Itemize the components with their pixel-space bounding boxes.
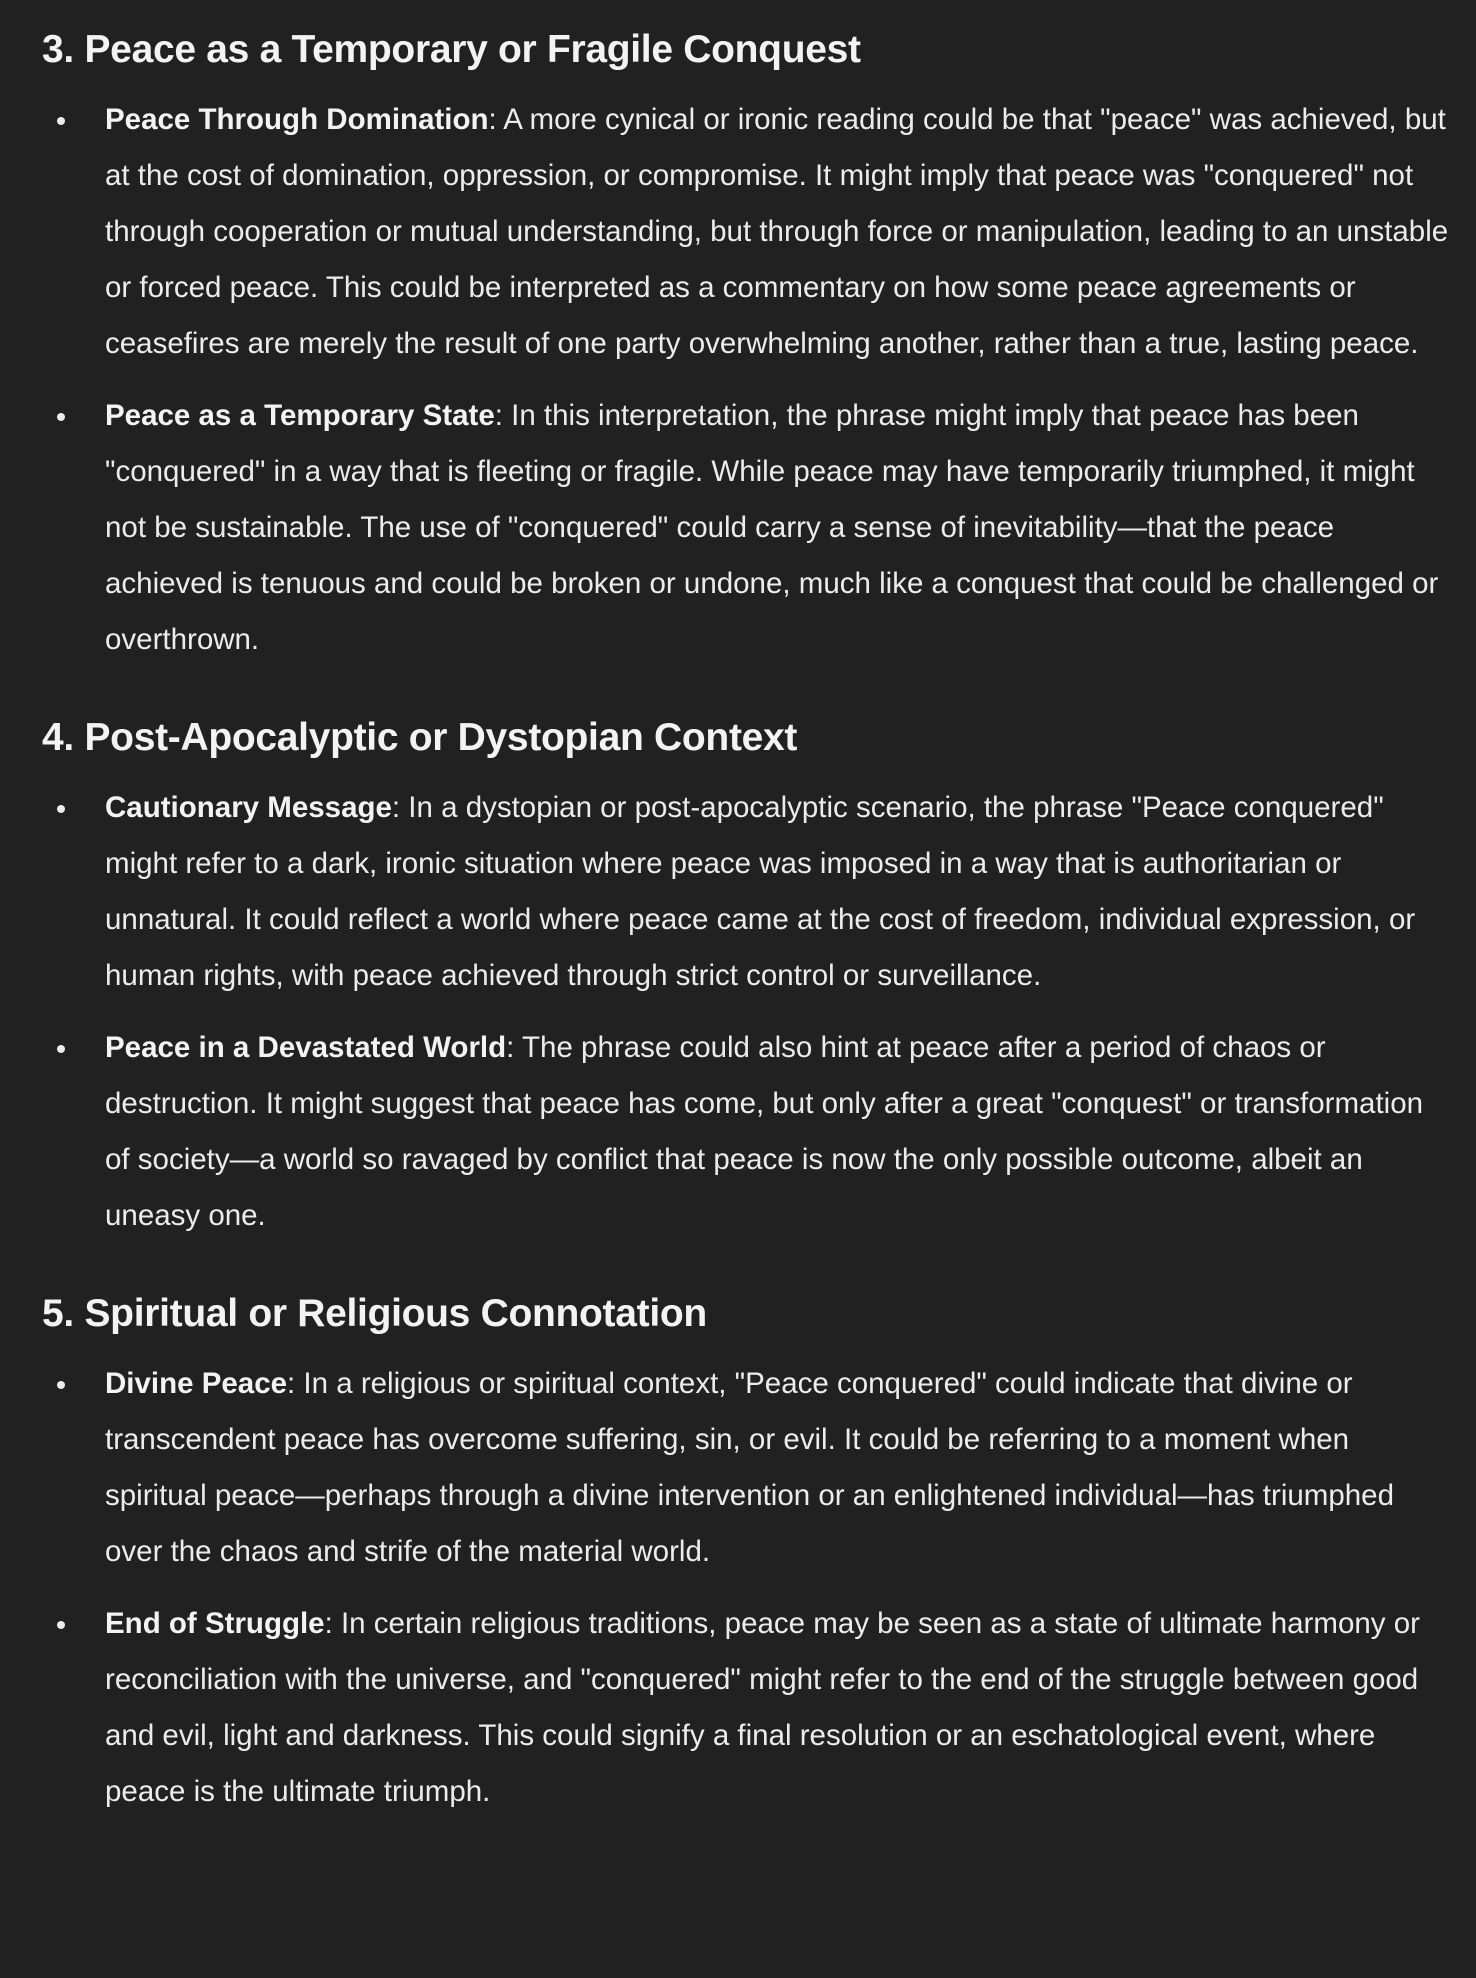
- section-heading: 5. Spiritual or Religious Connotation: [42, 1292, 707, 1335]
- item-text: : In a religious or spiritual context, "Peace conquered" could indicate that divine or transcendent peace has overcome suffering, sin, or evil. It could be referring to a moment when spiritual peace—perhaps through a divine intervention or an enlightened individual—has triumphed over the chaos and strife of the material world.: [105, 1367, 1394, 1568]
- bullet-dot-icon: [57, 1045, 65, 1053]
- section-spiritual-religious: [42, 1286, 1452, 1820]
- list-item: [42, 780, 1452, 1004]
- list-item: [42, 1020, 1452, 1244]
- bullet-dot-icon: [57, 805, 65, 813]
- item-text: : In certain religious traditions, peace may be seen as a state of ultimate harmony or reconciliation with the universe, and "conquered" might refer to the end of the struggle between good and evil, light and darkness. This could signify a final resolution or an eschatological event, where peace is the ultimate triumph.: [105, 1607, 1420, 1808]
- bullet-dot-icon: [57, 1381, 65, 1389]
- item-term: Divine Peace: [105, 1367, 288, 1400]
- item-term: End of Struggle: [105, 1607, 325, 1640]
- item-text: : The phrase could also hint at peace after a period of chaos or destruction. It might suggest that peace has come, but only after a great "conquest" or transformation of society—a world so ravaged by conflict that peace is now the only possible outcome, albeit an uneasy one.: [105, 1031, 1424, 1232]
- section-temporary-fragile-conquest: [42, 22, 1452, 668]
- bullet-list: [42, 1356, 1452, 1820]
- section-heading: 3. Peace as a Temporary or Fragile Conquest: [42, 28, 861, 71]
- bullet-dot-icon: [57, 1621, 65, 1629]
- item-text: : In this interpretation, the phrase might imply that peace has been "conquered" in a way that is fleeting or fragile. While peace may have temporarily triumphed, it might not be sustainable. The use of "conquered" could carry a sense of inevitability—that the peace achieved is tenuous and could be broken or undone, much like a conquest that could be challenged or overthrown.: [105, 399, 1439, 656]
- item-term: Peace as a Temporary State: [105, 399, 495, 432]
- bullet-list: [42, 92, 1452, 668]
- section-post-apocalyptic-dystopian: [42, 710, 1452, 1244]
- list-item: [42, 92, 1452, 372]
- section-heading: 4. Post-Apocalyptic or Dystopian Context: [42, 716, 798, 759]
- list-item: [42, 388, 1452, 668]
- item-text: : A more cynical or ironic reading could be that "peace" was achieved, but at the cost of domination, oppression, or compromise. It might imply that peace was "conquered" not through cooperation or mutual understanding, but through force or manipulation, leading to an unstable or forced peace. This could be interpreted as a commentary on how some peace agreements or ceasefires are merely the result of one party overwhelming another, rather than a true, lasting peace.: [105, 103, 1449, 360]
- item-text: : In a dystopian or post-apocalyptic scenario, the phrase "Peace conquered" might refer to a dark, ironic situation where peace was imposed in a way that is authoritarian or unnatural. It could reflect a world where peace came at the cost of freedom, individual expression, or human rights, with peace achieved through strict control or surveillance.: [105, 791, 1416, 992]
- item-term: Peace Through Domination: [105, 103, 489, 136]
- list-item: [42, 1356, 1452, 1580]
- item-term: Cautionary Message: [105, 791, 392, 824]
- bullet-list: [42, 780, 1452, 1244]
- item-term: Peace in a Devastated World: [105, 1031, 507, 1064]
- bullet-dot-icon: [57, 117, 65, 125]
- bullet-dot-icon: [57, 413, 65, 421]
- list-item: [42, 1596, 1452, 1820]
